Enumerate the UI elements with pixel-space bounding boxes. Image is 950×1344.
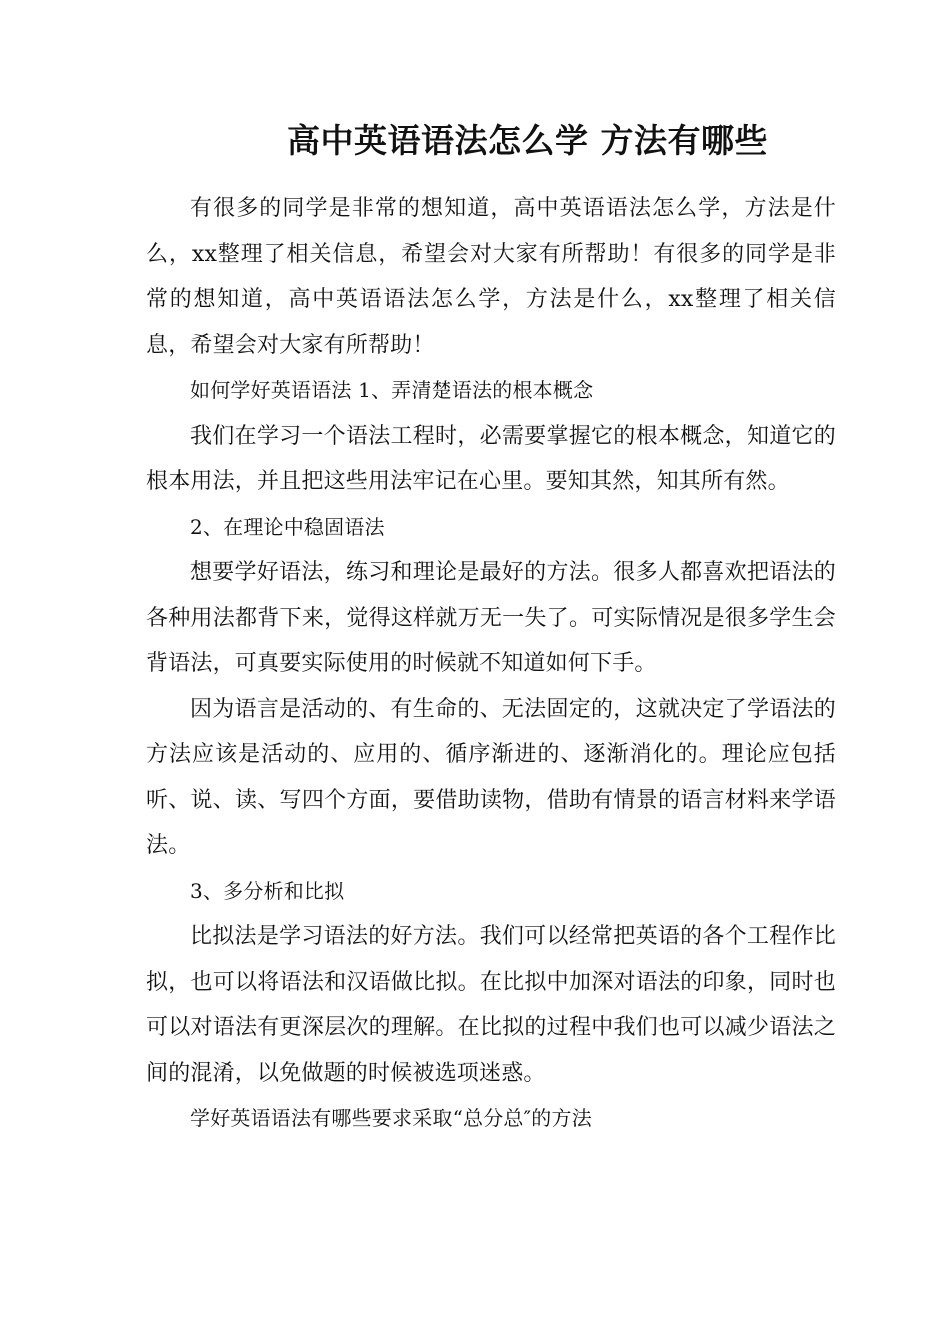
document-body [146,186,836,1142]
paragraph-intro: 有很多的同学是非常的想知道，高中英语语法怎么学，方法是什么，xx整理了相关信息，希望会对大家有所帮助！有很多的同学是非常的想知道，高中英语语法怎么学，方法是什么，xx整理了相关信息，希望会对大家有所帮助！ [146,196,836,358]
paragraph-language-nature: 因为语言是活动的、有生命的、无法固定的，这就决定了学语法的方法应该是活动的、应用的、循序渐进的、逐渐消化的。理论应包括听、说、读、写四个方面，要借助读物，借助有情景的语言材料来学语法。 [146,696,836,858]
paragraph-concepts: 我们在学习一个语法工程时，必需要掌握它的根本概念，知道它的根本用法，并且把这些用法牢记在心里。要知其然，知其所有然。 [146,423,836,494]
paragraph-practice: 想要学好语法，练习和理论是最好的方法。很多人都喜欢把语法的各种用法都背下来，觉得这样就万无一失了。可实际情况是很多学生会背语法，可真要实际使用的时候就不知道如何下手。 [146,560,836,676]
paragraph-comparison: 比拟法是学习语法的好方法。我们可以经常把英语的各个工程作比拟，也可以将语法和汉语做比拟。在比拟中加深对语法的印象，同时也可以对语法有更深层次的理解。在比拟的过程中我们也可以减少语法之间的混淆，以免做题的时候被选项迷惑。 [146,924,836,1086]
section-heading-2: 2、在理论中稳固语法 [190,514,385,539]
document-title: 高中英语语法怎么学 方法有哪些 [287,121,768,160]
section-heading-4: 学好英语语法有哪些要求采取“总分总″的方法 [190,1106,592,1130]
section-heading-1: 如何学好英语语法 1、弄清楚语法的根本概念 [190,378,594,402]
section-heading-3: 3、多分析和比拟 [190,878,345,903]
